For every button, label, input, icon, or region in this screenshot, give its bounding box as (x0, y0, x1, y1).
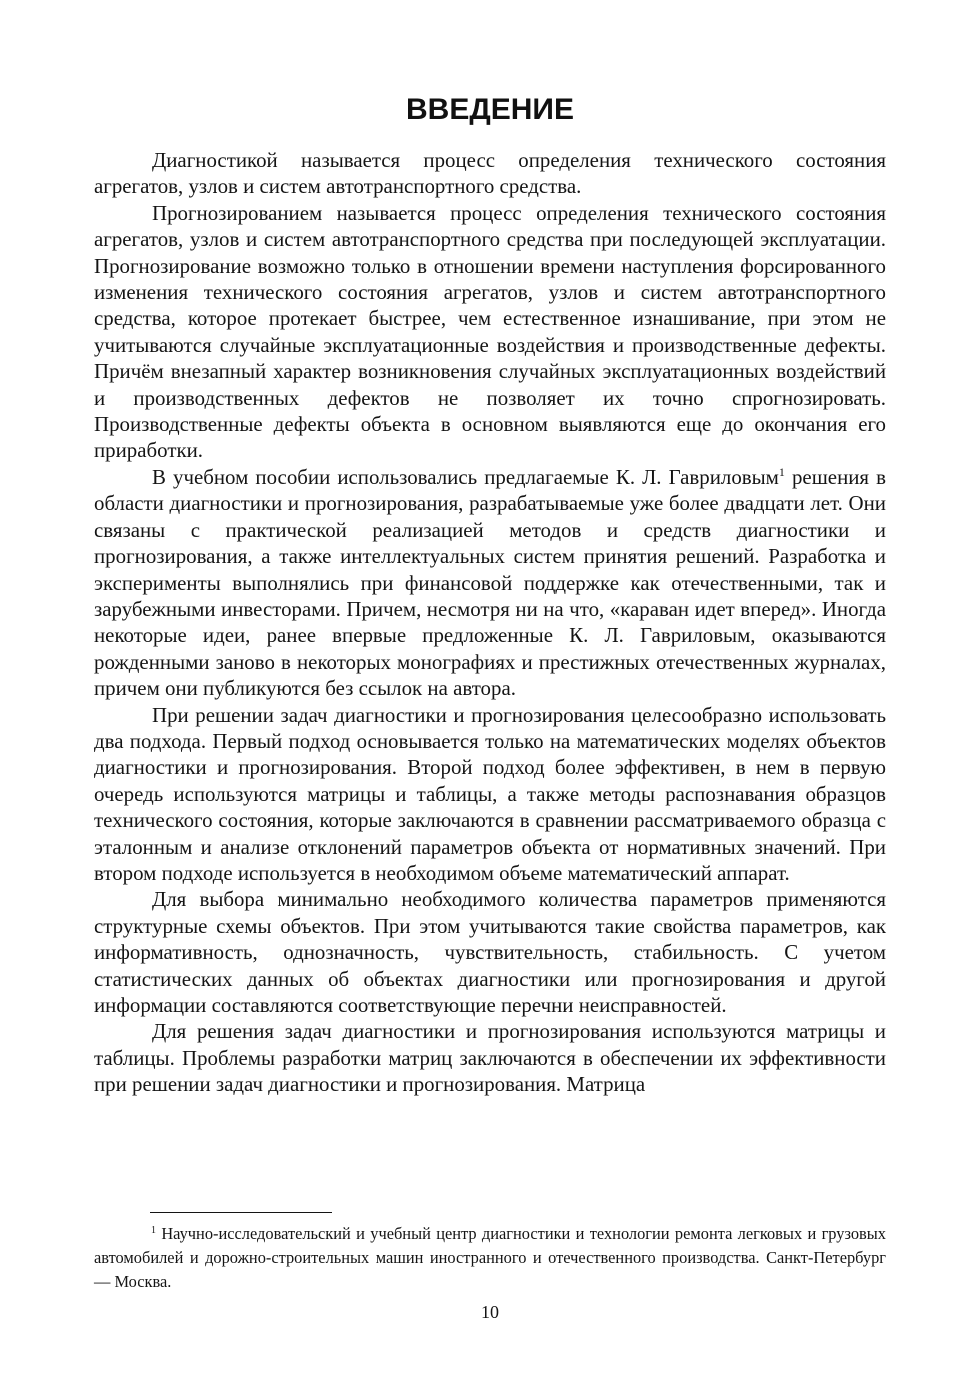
footnote (94, 1222, 886, 1294)
body-text (94, 147, 886, 1098)
footnote-marker: 1 (151, 1225, 156, 1236)
footnote-text (94, 1222, 886, 1294)
paragraph-gavrilov-solutions (94, 464, 886, 702)
footnote-reference[interactable]: 1 (778, 464, 785, 479)
footnote-separator (150, 1212, 332, 1213)
paragraph-text-end: решения в области диагностики и прогнозирования, разрабатываемые уже более двадцати лет. Они связаны с практической реализацией методов и средств диагностики и прогнозирования, а также интеллектуальных систем принятия решений. Разработка и эксперименты выполнялись при финансовой поддержке как отечественными, так и зарубежными инвесторами. Причем, несмотря ни на что, «караван идет вперед». Иногда некоторые идеи, ранее впервые предложенные К. Л. Гавриловым, оказываются рожденными заново в некоторых монографиях и престижных отечественных журналах, причем они публикуются без ссылок на автора. (94, 464, 886, 701)
paragraph-text-start: В учебном пособии использовались предлагаемые К. Л. Гавриловым (152, 464, 779, 489)
paragraph-parameter-selection: Для выбора минимально необходимого количества параметров применяются структурные схемы объектов. При этом учитываются такие свойства параметров, как информативность, однозначность, чувствительность, стабильность. С учетом статистических данных об объектах диагностики или прогнозирования и другой информации составляются соответствующие перечни неисправностей. (94, 887, 886, 1017)
page-number: 10 (481, 1302, 499, 1322)
paragraph-matrices: Для решения задач диагностики и прогнозирования используются матрицы и таблицы. Проблемы разработки матриц заключаются в обеспечении их эффективности при решении задач диагностики и прогнозирования. Матрица (94, 1019, 886, 1097)
footnote-body: Научно-исследовательский и учебный центр диагностики и технологии ремонта легковых и грузовых автомобилей и дорожно-строительных машин иностранного и отечественного производства. Санкт-Петербург — Москва. (94, 1224, 886, 1291)
paragraph-two-approaches: При решении задач диагностики и прогнозирования целесообразно использовать два подхода. Первый подход основывается только на математических моделях объектов диагностики и прогнозирования. Второй подход более эффективен, в нем в первую очередь используются матрицы и таблицы, а также методы распознавания образцов технического состояния, которые заключаются в сравнении рассматриваемого образца с эталонным и анализе отклонений параметров объекта от нормативных значений. При втором подходе используется в необходимом объеме математический аппарат. (94, 702, 886, 885)
paragraph-diagnostics-definition: Диагностикой называется процесс определения технического состояния агрегатов, узлов и систем автотранспортного средства. (94, 148, 886, 199)
paragraph-forecasting-definition: Прогнозированием называется процесс определения технического состояния агрегатов, узлов и систем автотранспортного средства при последующей эксплуатации. Прогнозирование возможно только в отношении времени наступления форсированного изменения технического состояния агрегатов, узлов и систем автотранспортного средства, которое протекает быстрее, чем естественное изнашивание, при этом не учитываются случайные эксплуатационные воздействия и производственные дефекты. Причём внезапный характер возникновения случайных эксплуатационных воздействий и производственных дефектов не позволяет их точно спрогнозировать. Производственные дефекты объекта в основном выявляются еще до окончания его приработки. (94, 200, 886, 463)
chapter-heading: ВВЕДЕНИЕ (406, 93, 574, 126)
